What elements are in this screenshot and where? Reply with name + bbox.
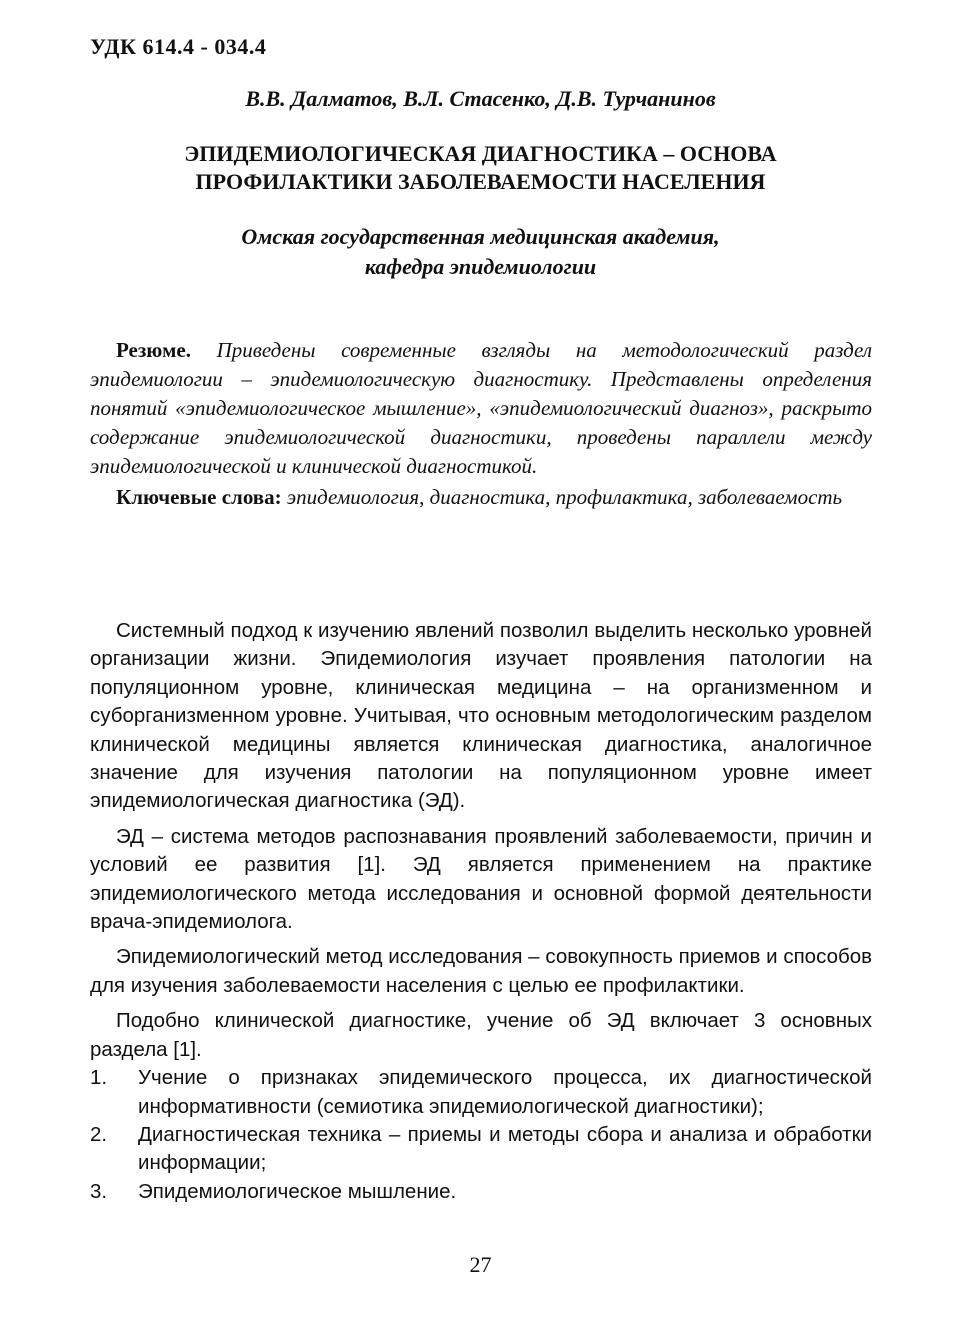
list-item-text: Эпидемиологическое мышление. [138, 1179, 457, 1203]
numbered-list [90, 1064, 872, 1206]
affiliation [60, 222, 901, 282]
abstract-paragraph [90, 336, 872, 481]
article-title [60, 140, 901, 196]
page-number: 27 [469, 1252, 492, 1277]
list-item-number: 3. [90, 1179, 108, 1203]
body-text [90, 617, 872, 1206]
keywords-text: эпидемиология, диагностика, профилактика, заболеваемость [286, 485, 843, 509]
title-line-2: ПРОФИЛАКТИКИ ЗАБОЛЕВАЕМОСТИ НАСЕЛЕНИЯ [195, 169, 766, 194]
title-line-1: ЭПИДЕМИОЛОГИЧЕСКАЯ ДИАГНОСТИКА – ОСНОВА [184, 141, 777, 166]
list-item [90, 1178, 872, 1206]
affiliation-line-1: Омская государственная медицинская академия, [241, 224, 720, 249]
abstract-text: Приведены современные взгляды на методологический раздел эпидемиологии – эпидемиологическую диагностику. Представлены определения понятий «эпидемиологическое мышление», «эпидемиологический диагноз», раскрыто содержание эпидемиологической диагностики, проведены параллели между эпидемиологической и клинической диагностикой. [90, 338, 873, 478]
authors: В.В. Далматов, В.Л. Стасенко, Д.В. Турчанинов [245, 86, 716, 111]
abstract-label: Резюме. [116, 338, 191, 362]
body-paragraph-4: Подобно клинической диагностике, учение об ЭД включает 3 основных раздела [1]. [90, 1009, 872, 1061]
abstract-block [90, 336, 872, 512]
list-item [90, 1064, 872, 1121]
list-item-number: 2. [90, 1122, 108, 1146]
keywords-label: Ключевые слова: [116, 485, 282, 509]
list-item [90, 1121, 872, 1178]
list-item-text: Учение о признаках эпидемического процесса, их диагностической информативности (семиотика эпидемиологической диагностики); [138, 1066, 872, 1118]
keywords-paragraph [90, 483, 872, 512]
affiliation-line-2: кафедра эпидемиологии [364, 254, 597, 279]
body-paragraph-3: Эпидемиологический метод исследования – совокупность приемов и способов для изучения заболеваемости населения с целью ее профилактики. [90, 945, 872, 997]
list-item-text: Диагностическая техника – приемы и методы сбора и анализа и обработки информации; [138, 1122, 872, 1175]
udk-code: УДК 614.4 - 034.4 [90, 34, 267, 59]
body-paragraph-2: ЭД – система методов распознавания проявлений заболеваемости, причин и условий ее развития [1]. ЭД является применением на практике эпидемиологического метода исследования и основной формой деятельности врача-эпидемиолога. [90, 824, 872, 934]
body-paragraph-1: Системный подход к изучению явлений позволил выделить несколько уровней организации жизни. Эпидемиология изучает проявления патологии на популяционном уровне, клиническая медицина – на организменном и суборганизменном уровне. Учитывая, что основным методологическим разделом клинической медицины является клиническая диагностика, аналогичное значение для изучения патологии на популяционном уровне имеет эпидемиологическая диагностика (ЭД). [90, 619, 872, 813]
list-item-number: 1. [90, 1066, 108, 1090]
